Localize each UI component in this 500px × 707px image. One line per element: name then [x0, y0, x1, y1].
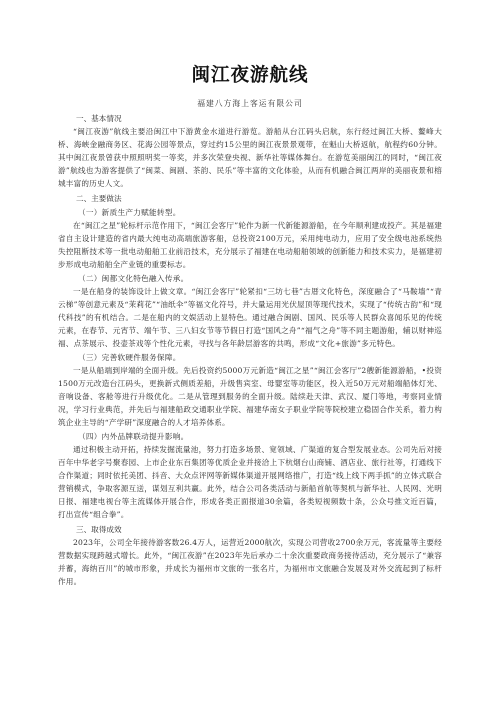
paragraph-results: 2023年，公司全年接待游客数26.4万人，运营近2000航次，实现公司营收2700余万元，客流量等主要经营数据实现跨越式增长。此外，“闽江夜游”在2023年先后承办二十余次重要政商务接待活动，充分展示了“兼容并蓄，海纳百川”的城市形象，并成长为福州市文旅的一张名片，为福州市文旅融合发展及对外交流起到了标杆作用。 [58, 538, 442, 586]
subsection-heading-4: （四）内外品牌联动提升影响。 [78, 432, 189, 441]
section-heading-results: 三、取得成效 [76, 525, 122, 534]
section-heading-basic-info: 一、基本情况 [76, 114, 122, 123]
paragraph-subsection-4: 通过积极主动开拓，持续发掘流量池，努力打造多场景、宽领域、广渠道的复合型发展业态。公司先后对接百年中华老字号聚春园、上市企业东百集团等优质企业并接洽上下杭烟台山商铺、酒店业、旅行社等，打通线下合作渠道；同时依托美团、抖音、大众点评网等新媒体渠道开展网络推广，打造“线上线下两手抓”的立体式联合营销模式，争取客源互送，谋划互利共赢。此外，结合公司各类活动与新船首航等契机与新华社、人民网、光明日报、福建电视台等主流媒体开展合作，形成各类正面报道30余篇，各类短视频数十条，公众号推文近百篇，打出宣传“组合拳”。 [58, 445, 442, 519]
paragraph-subsection-1: 在“闽江之星”轮标杆示范作用下，“闽江会客厅”轮作为新一代新能源游船，在今年顺利建成投产。其是福建省自主设计建造的省内最大纯电动高端旅游客船，总投资2100万元，采用纯电动力，应用了安全级电池系统热失控阻断技术等一批电动船舶工业前沿技术，充分展示了福建在电动船舶领域的创新能力和技术实力，是福建初步形成电动船舶全产业链的重要标志。 [58, 221, 442, 269]
paragraph-subsection-3: 一是从船端到岸端的全面升级。先后投资约5000万元新造“闽江之星”“闽江会客厅”2艘新能源游船，•投资1500万元改造台江码头，更换新式侧质差船，升级售宾室、母婴室等功能区，投入近50万元对船端船体灯光、音响设备、客舱等进行升级优化。二是从管理到服务的全面升级。陆续赴天津、武汉、厦门等地，考察同业情况，学习行业典范，并先后与福建船政交通职业学院、福建华南女子职业学院等院校建立稳固合作关系，着力构筑企业主导的“产学研”深度融合的人才培养体系。 [58, 366, 442, 427]
document-title: 闽江夜游航线 [191, 65, 309, 86]
paragraph-basic-info: “闽江夜游”航线主要沿闽江中下游黄金水道进行游览。游船从台江码头启航，东行经过闽江大桥、鳌峰大桥、海峡金融商务区、花海公园等景点，穿过约15公里的闽江夜景景观带，在魁山大桥返航，航程约60分钟。其中闽江夜景曾获中照照明奖一等奖，并多次荣登央视、新华社等媒体舞台。在游览美丽闽江的同时，“闽江夜游”航线也为游客提供了“闽菜、闽剧、茶韵、民乐”等丰富的文化体验，从而有机融合闽江两岸的美丽夜景和榕城丰富的历史人文。 [58, 127, 442, 188]
subsection-heading-1: （一）新质生产力赋能转型。 [78, 208, 181, 217]
subsection-heading-3: （三）完善软硬件服务保障。 [78, 353, 181, 362]
company-name: 福建八方海上客运有限公司 [197, 99, 303, 108]
subsection-heading-2: （二）闽都文化特色融入传承。 [78, 274, 189, 283]
paragraph-subsection-2: 一是在船身的装饰设计上做文章。“闽江会客厅”轮紧扣“三坊七巷”古厝文化特色，深度融合了“马鞍墙”“青云梯”等创意元素及“茉莉花”“油纸伞”等福文化符号，并大量运用光伏屋顶等现代技术，实现了“传统古韵”和“现代科技”的有机结合。二是在船内的文娱活动上显特色。通过融合闽剧、国风、民乐等人民群众喜闻乐见的传统元素，在春节、元宵节、端午节、三八妇女节等节假日打造“国风之舟”“福气之舟”等不同主题游船，辅以财神巡福、点茶展示、投壶茶戏等个性化元素，寻找与各年龄层游客的共鸣，形成“文化+旅游”多元特色。 [58, 287, 442, 348]
section-heading-main-practices: 二、主要做法 [76, 194, 122, 203]
